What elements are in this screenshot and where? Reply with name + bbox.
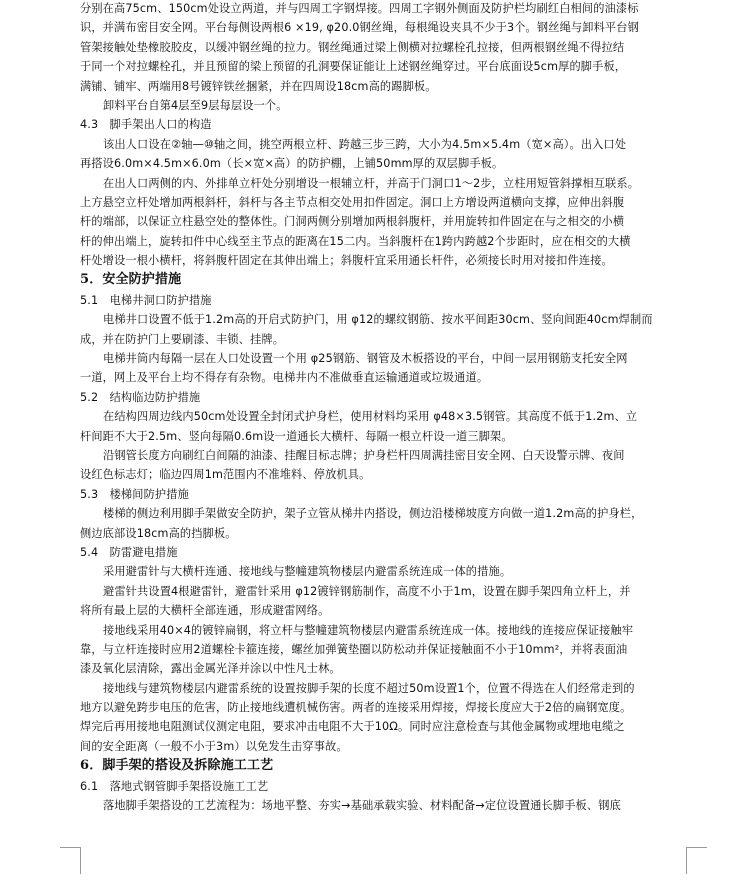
paragraph-line: 分别在高75cm、150cm处设立两道，并与四周工字钢焊接。四周工字钢外侧面及防护栏均刷红白相间的油漆标 [80, 2, 639, 15]
paragraph-first-line: 接地线采用40×4的镀锌扁钢，将立杆与整幢建筑物楼层内避雷系统连成一体。接地线的连接应保证接触牢 [103, 623, 634, 637]
paragraph-first-line: 该出人口设在②轴—⑩轴之间，挑空两根立杆、跨越三步三跨，大小为4.5m×5.4m（宽×高）。出入口处 [103, 137, 627, 151]
paragraph-first-line: 落地脚手架搭设的工艺流程为：场地平整、夯实→基础承载实验、材料配备→定位设置通长脚手板、钢底 [103, 799, 621, 813]
paragraph-first-line: 在结构四周边线内50cm处设置全封闭式护身栏，使用材料均采用 φ48×3.5钢管。其高度不低于1.2m、立 [103, 410, 638, 424]
paragraph-line: 再搭设6.0m×4.5m×6.0m（长×宽×高）的防护棚，上铺50mm厚的双层脚手板。 [80, 157, 504, 171]
paragraph-line: 成，并在防护门上要刷漆、丰锁、挂牌。 [80, 332, 285, 346]
subsection-heading: 5.2 结构临边防护措施 [80, 390, 201, 404]
paragraph-first-line: 避雷针共设置4根避雷针，避雷针采用 φ12镀锌钢筋制作，高度不小于1m，设置在脚手架四角立杆上，并 [103, 584, 631, 598]
paragraph-line: 地方以避免跨步电压的危害，防止接地线遭机械伤害。两者的连接采用焊接，焊接长度应大于2倍的扁钢宽度。 [80, 701, 632, 715]
paragraph-first-line: 卸料平台自第4层至9层每层设一个。 [103, 98, 288, 112]
paragraph-line: 于同一个对拉螺栓孔，并且预留的梁上预留的孔洞要保证能让上述钢丝绳穿过。平台底面设5cm厚的脚手板， [80, 60, 627, 74]
paragraph-line: 焊完后再用接地电阻测试仪测定电阻，要求冲击电阻不大于10Ω。同时应注意检查与其他金属物或埋地电缆之 [80, 720, 625, 734]
paragraph-line: 识，并满布密目安全网。平台每侧设两根6 ×19, φ20.0钢丝绳，每根绳设夹具不少于3个。钢丝绳与卸料平台钢 [80, 21, 639, 35]
paragraph-line: 漆及氧化层清除，露出金属光泽并涂以中性凡士林。 [80, 662, 341, 676]
page-corner-mark-right [686, 847, 707, 874]
paragraph-line: 杆间距不大于2.5m、竖向每隔0.6m设一道通长大横杆、每隔一根立杆设一道三脚架。 [80, 429, 513, 443]
paragraph-first-line: 楼梯的侧边利用脚手架做安全防护，架子立管从梯井内搭设，侧边沿楼梯坡度方向做一道1.2m高的护身栏， [103, 507, 643, 521]
paragraph-line: 杆的伸出端上，旋转扣件中心线至主节点的距离在15二内。当斜腹杆在1跨内跨越2个步距时，应在相交的大横 [80, 234, 631, 248]
subsection-heading: 6.1 落地式钢管脚手架搭设施工工艺 [80, 779, 269, 793]
paragraph-first-line: 在出人口两侧的内、外排单立杆处分别增设一根辅立杆，并高于门洞口1～2步，立柱用短管斜撑相互联系。 [103, 176, 640, 190]
page-corner-mark-left [60, 847, 81, 874]
paragraph-first-line: 电梯井口设置不低于1.2m高的开启式防护门，用 φ12的螺纹钢筋、按水平间距30cm、竖向间距40cm焊制而 [103, 313, 653, 327]
paragraph-first-line: 采用避雷针与大横杆连通、接地线与整幢建筑物楼层内避雷系统连成一体的措施。 [103, 565, 512, 579]
section-heading: 5．安全防护措施 [80, 272, 182, 288]
paragraph-line: 间的安全距离（一般不小于3m）以免发生击穿事故。 [80, 739, 348, 753]
subsection-heading: 5.3 楼梯间防护措施 [80, 487, 189, 501]
paragraph-line: 上方悬空立杆处增加两根斜杆，斜杆与各主节点相交处用扣件固定。洞口上方增设两道横向支撑，应伸出斜腹 [80, 195, 625, 209]
document-body [80, 0, 686, 815]
section-heading: 6．脚手架的搭设及拆除施工工艺 [80, 758, 274, 774]
subsection-heading: 5.4 防雷避电措施 [80, 545, 178, 559]
paragraph-first-line: 电梯井筒内每隔一层在人口处设置一个用 φ25钢筋、钢管及木板搭设的平台，中间一层用钢筋支托安全网 [103, 352, 628, 366]
paragraph-line: 侧边底部设18cm高的挡脚板。 [80, 526, 237, 540]
paragraph-line: 将所有最上层的大横杆全部连通，形成避雷网络。 [80, 604, 330, 618]
paragraph-line: 一道，网上及平台上均不得存有杂物。电梯井内不准做垂直运输通道或垃圾通道。 [80, 371, 489, 385]
paragraph-line: 杆的端部，以保证立柱悬空处的整体性。门洞两侧分别增加两根斜腹杆，并用旋转扣件固定在与之相交的小横 [80, 215, 625, 229]
paragraph-line: 靠，与立杆连接时应用2道螺栓卡箍连接，螺丝加弹簧垫圈以防松动并保证接触面不小于10mm²，并将表面油 [80, 642, 628, 656]
paragraph-line: 杆处增设一根小横杆，将斜腹杆固定在其伸出端上；斜腹杆宜采用通长杆件，必须接长时用对接扣件连接。 [80, 254, 613, 268]
subsection-heading: 5.1 电梯井洞口防护措施 [80, 293, 212, 307]
subsection-heading: 4.3 脚手架出人口的构造 [80, 118, 212, 132]
paragraph-line: 设红色标志灯；临边四周1m范围内不准堆料、停放机具。 [80, 468, 371, 482]
paragraph-line: 管架接触处垫橡胶胶皮，以缓冲钢丝绳的拉力。钢丝绳通过梁上侧横对拉螺栓孔拉接，但两根钢丝绳不得拉结 [80, 40, 625, 54]
paragraph-first-line: 沿钢管长度方向刷红白间隔的油漆、挂醒目标志牌；护身栏杆四周满挂密目安全网、白天设警示牌、夜间 [103, 448, 625, 462]
paragraph-first-line: 接地线与建筑物楼层内避雷系统的设置按脚手架的长度不超过50m设置1个，位置不得选在人们经常走到的 [103, 681, 635, 695]
paragraph-line: 满铺、铺牢、两端用8号镀锌铁丝捆紧，并在四周设18cm高的踢脚板。 [80, 79, 437, 93]
